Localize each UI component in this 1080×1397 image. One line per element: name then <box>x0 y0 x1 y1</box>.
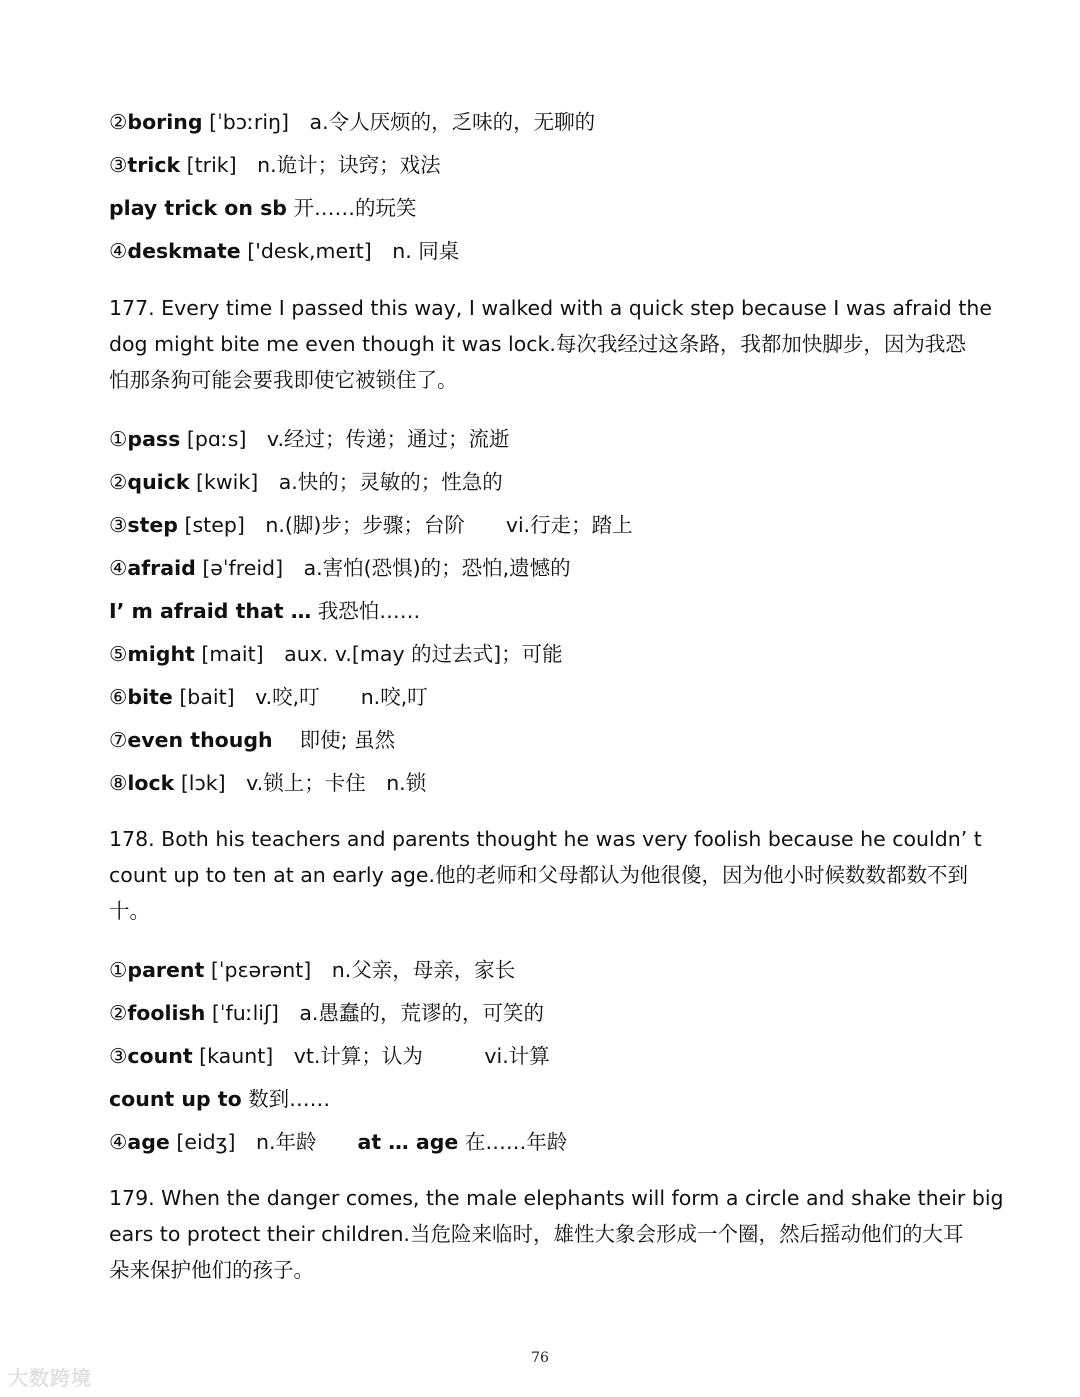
entry-word: age <box>127 1130 170 1154</box>
entry-number: ② <box>109 1001 128 1025</box>
entry-word: quick <box>127 470 190 494</box>
entry-word: trick <box>127 153 181 177</box>
entry-word: even though <box>127 728 273 752</box>
vocab-entry <box>109 513 633 537</box>
entry-phrase-definition: 在……年龄 <box>458 1130 568 1154</box>
entry-word: boring <box>127 110 203 134</box>
vocab-entry <box>109 110 595 134</box>
entry-definition: [əˈfreid] a.害怕(恐惧)的；恐怕,遗憾的 <box>195 556 571 580</box>
sentence-line: ears to protect their children.当危险来临时，雄性大象会形成一个圈，然后摇动他们的大耳 <box>109 1222 964 1246</box>
entry-word: afraid <box>127 556 196 580</box>
entry-word: step <box>127 513 178 537</box>
entry-word: foolish <box>127 1001 206 1025</box>
sentence-179 <box>109 1180 1004 1288</box>
sentence-line: 177. Every time I passed this way, I walked with a quick step because I was afraid the <box>109 296 992 320</box>
entry-word: count <box>127 1044 193 1068</box>
sentence-line: 朵来保护他们的孩子。 <box>109 1258 314 1282</box>
vocab-entry <box>109 239 459 263</box>
entry-number: ⑦ <box>109 728 128 752</box>
entry-definition: [step] n.(脚)步；步骤；台阶 vi.行走；踏上 <box>177 513 633 537</box>
entry-word: I’ m afraid that … <box>109 599 312 623</box>
entry-number: ① <box>109 958 128 982</box>
entry-number: ⑥ <box>109 685 128 709</box>
vocab-entry <box>109 1001 544 1025</box>
entry-definition: [kwik] a.快的；灵敏的；性急的 <box>189 470 503 494</box>
entry-definition: [ˈpɛərənt] n.父亲，母亲，家长 <box>204 958 516 982</box>
watermark: 大数跨境 <box>8 1366 92 1390</box>
entry-number: ④ <box>109 556 128 580</box>
sentence-line: count up to ten at an early age.他的老师和父母都认为他很傻，因为他小时候数数都数不到 <box>109 863 968 887</box>
entry-definition: [ˈfuːliʃ] a.愚蠢的，荒谬的，可笑的 <box>205 1001 544 1025</box>
entry-definition: [kaunt] vt.计算；认为 vi.计算 <box>192 1044 550 1068</box>
entry-word: parent <box>127 958 205 982</box>
entry-word: play trick on sb <box>109 196 287 220</box>
sentence-177 <box>109 290 992 398</box>
entry-word: might <box>127 642 195 666</box>
entry-definition: ['desk,meɪt] n. 同桌 <box>240 239 460 263</box>
entry-number: ⑤ <box>109 642 128 666</box>
vocab-entry <box>109 1044 550 1068</box>
entry-definition: [lɔk] v.锁上；卡住 n.锁 <box>174 771 427 795</box>
entry-definition: [pɑːs] v.经过；传递；通过；流逝 <box>180 427 510 451</box>
vocab-phrase <box>109 1087 330 1111</box>
vocab-entry <box>109 642 563 666</box>
entry-number: ③ <box>109 513 128 537</box>
entry-definition: [ˈbɔːriŋ] a.令人厌烦的，乏味的，无聊的 <box>202 110 596 134</box>
entry-word: pass <box>127 427 181 451</box>
entry-number: ② <box>109 470 128 494</box>
entry-number: ④ <box>109 1130 128 1154</box>
entry-number: ① <box>109 427 128 451</box>
vocab-entry <box>109 153 441 177</box>
entry-definition: 开……的玩笑 <box>286 196 417 220</box>
entry-definition: 我恐怕…… <box>311 599 421 623</box>
entry-definition: [mait] aux. v.[may 的过去式]；可能 <box>194 642 563 666</box>
entry-phrase: at … age <box>357 1130 459 1154</box>
entry-definition: [eidʒ] n.年龄 <box>169 1130 358 1154</box>
entry-number: ② <box>109 110 128 134</box>
vocab-phrase <box>109 599 420 623</box>
entry-definition: 即使; 虽然 <box>272 728 396 752</box>
entry-word: bite <box>127 685 173 709</box>
sentence-line: 178. Both his teachers and parents thought he was very foolish because he couldn’ t <box>109 827 982 851</box>
sentence-178 <box>109 821 982 929</box>
entry-number: ④ <box>109 239 128 263</box>
sentence-line: 怕那条狗可能会要我即使它被锁住了。 <box>109 368 458 392</box>
vocab-entry <box>109 470 503 494</box>
sentence-line: dog might bite me even though it was lock.每次我经过这条路，我都加快脚步，因为我恐 <box>109 332 966 356</box>
sentence-line: 179. When the danger comes, the male elephants will form a circle and shake their big <box>109 1186 1004 1210</box>
entry-word: count up to <box>109 1087 242 1111</box>
entry-word: deskmate <box>127 239 241 263</box>
entry-number: ⑧ <box>109 771 128 795</box>
entry-number: ③ <box>109 1044 128 1068</box>
vocab-entry <box>109 1130 567 1154</box>
vocab-entry <box>109 556 571 580</box>
entry-definition: [bait] v.咬,叮 n.咬,叮 <box>172 685 428 709</box>
vocab-phrase <box>109 196 417 220</box>
vocab-entry <box>109 771 426 795</box>
vocab-entry <box>109 685 428 709</box>
entry-word: lock <box>127 771 175 795</box>
entry-definition: 数到…… <box>241 1087 331 1111</box>
page-number: 76 <box>531 1350 549 1366</box>
sentence-line: 十。 <box>109 899 150 923</box>
entry-number: ③ <box>109 153 128 177</box>
vocab-entry <box>109 728 395 752</box>
vocab-entry <box>109 427 510 451</box>
entry-definition: [trik] n.诡计；诀窍；戏法 <box>180 153 441 177</box>
vocab-entry <box>109 958 515 982</box>
